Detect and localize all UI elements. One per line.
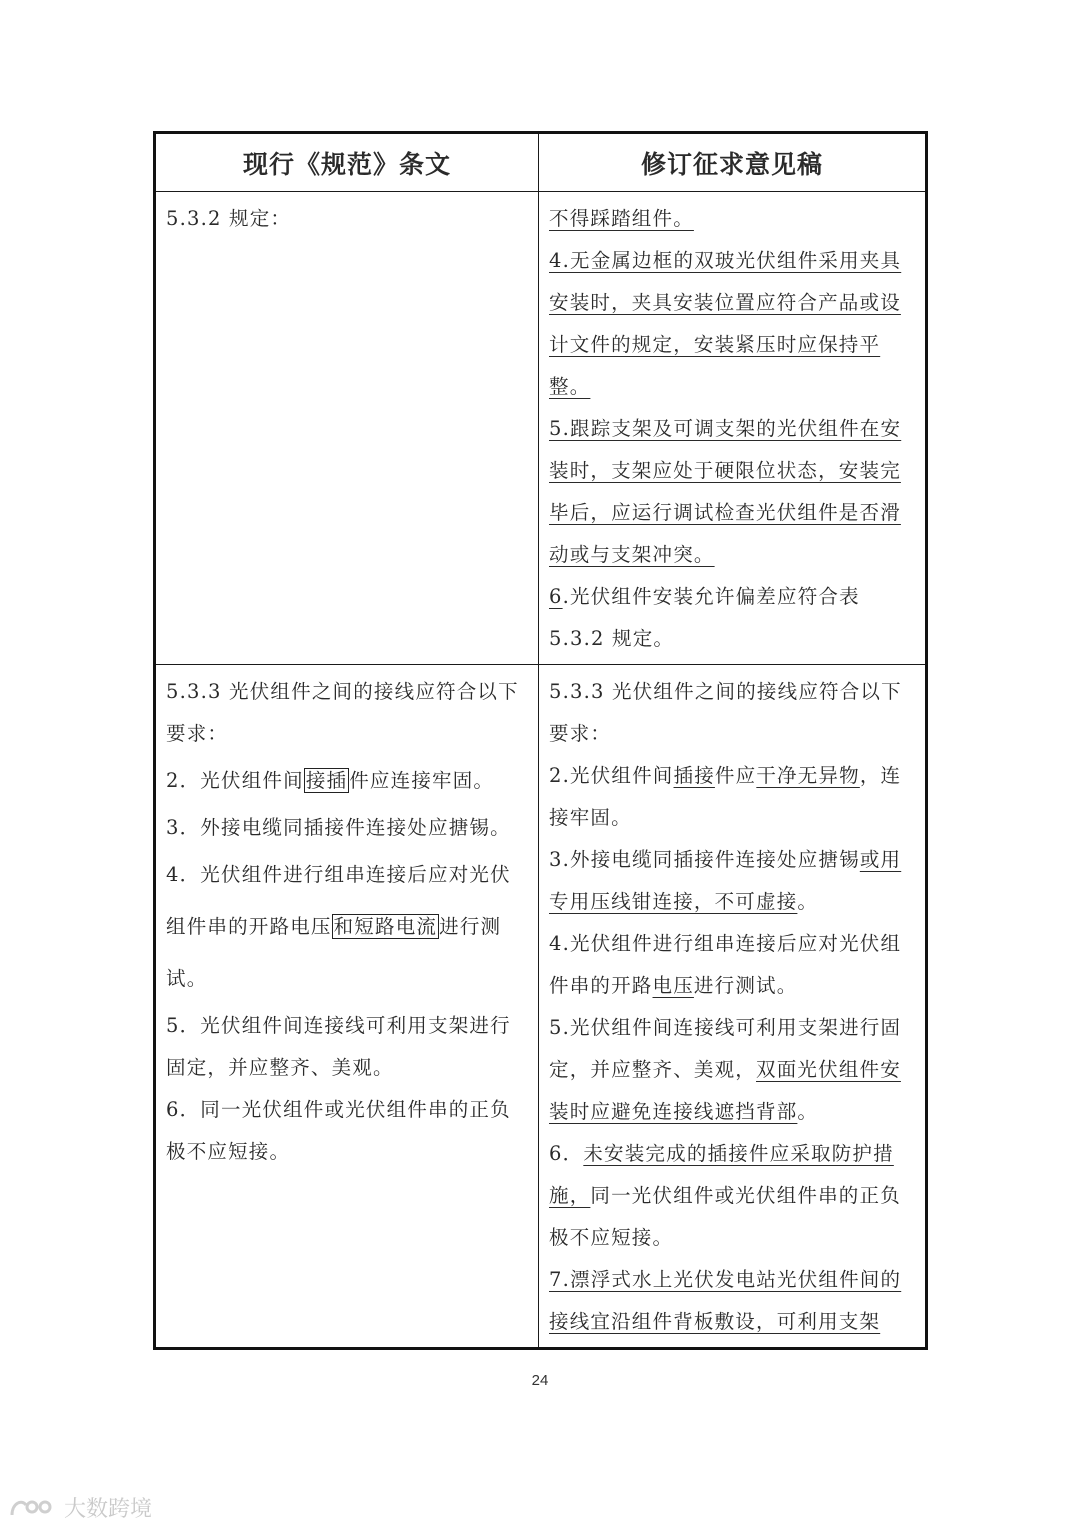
boxed-deletion: 和短路电流 <box>333 915 438 938</box>
underlined-addition: 未安装完成的插接件应采取防护措施， <box>549 1142 894 1207</box>
text-span: 件应连接牢固。 <box>349 769 495 792</box>
text-span: 进行测试。 <box>693 974 798 997</box>
clause-4-text: 4.无金属边框的双玻光伏组件采用夹具安装时，夹具安装位置应符合产品或设计文件的规定，安装紧压时应保持平整。 <box>549 249 902 398</box>
text-span: 同一光伏组件或光伏组件串的正负极不应短接。 <box>549 1184 901 1249</box>
text-span: ，连接牢固。 <box>549 764 902 829</box>
row2-right-cell <box>539 665 927 1349</box>
clause-text: 不得踩踏组件。 <box>549 207 694 230</box>
text-span: 6． <box>549 1142 584 1165</box>
text-span: 。 <box>797 1100 819 1123</box>
row1-left-cell <box>155 192 539 665</box>
clause-5-3-2-ref: 5.3.2 规定： <box>166 207 292 230</box>
row1-right-cell <box>539 192 927 665</box>
left-item-3: 3．外接电缆同插接件连接处应搪锡。 <box>166 816 511 839</box>
header-current-code: 现行《规范》条文 <box>155 133 539 192</box>
text-span: 5.光伏组件间连接线可利用支架进行固定，并应整齐、美观， <box>549 1016 902 1081</box>
page-number: 24 <box>531 1372 549 1389</box>
underlined-addition: 干净无异物 <box>756 764 860 787</box>
underlined-addition: 双面光伏组件安装时应避免连接线遮挡背部 <box>549 1058 901 1123</box>
underlined-addition: 电压 <box>652 974 694 997</box>
comparison-table <box>153 131 928 1350</box>
left-item-5: 5．光伏组件间连接线可利用支架进行固定，并应整齐、美观。 <box>166 1014 511 1079</box>
right-item-6 <box>549 1133 915 1259</box>
left-item-4 <box>166 849 528 1005</box>
right-item-7: 7.漂浮式水上光伏发电站光伏组件间的接线宜沿组件背板敷设，可利用支架 <box>549 1268 902 1333</box>
watermark-logo-icon <box>8 1495 58 1521</box>
watermark <box>8 1492 152 1523</box>
text-span: 4.光伏组件进行组串连接后应对光伏组件串的开路 <box>549 932 902 997</box>
clause-6-text: .光伏组件安装允许偏差应符合表5.3.2 规定。 <box>549 585 860 650</box>
text-span: 3.外接电缆同插接件连接处应搪锡 <box>549 848 860 871</box>
text-span: 。 <box>797 890 819 913</box>
text-span: 2．光伏组件间 <box>166 769 304 792</box>
clause-5-3-3-intro: 5.3.3 光伏组件之间的接线应符合以下要求： <box>549 680 902 745</box>
table-header-row <box>155 133 927 192</box>
text-span: 进行测试。 <box>166 915 502 990</box>
text-span: 4．光伏组件进行组串连接后应对光伏组件串的开路电压 <box>166 863 511 938</box>
right-item-3 <box>549 839 915 923</box>
watermark-text: 大数跨境 <box>64 1497 153 1522</box>
right-item-2 <box>549 755 915 839</box>
right-item-5 <box>549 1007 915 1133</box>
clause-5-text: 5.跟踪支架及可调支架的光伏组件在安装时，支架应处于硬限位状态，安装完毕后，应运行调试检查光伏组件是否滑动或与支架冲突。 <box>549 417 902 566</box>
left-item-6: 6．同一光伏组件或光伏组件串的正负极不应短接。 <box>166 1098 511 1163</box>
underlined-addition: 插接 <box>673 764 715 787</box>
row2-left-cell <box>155 665 539 1349</box>
clause-6-number: 6 <box>549 585 563 608</box>
text-span: 件应 <box>714 764 757 787</box>
right-item-4 <box>549 923 915 1007</box>
clause-5-3-3-intro: 5.3.3 光伏组件之间的接线应符合以下要求： <box>166 680 519 745</box>
header-revision-draft: 修订征求意见稿 <box>539 133 927 192</box>
text-span: 2.光伏组件间 <box>549 764 674 787</box>
boxed-deletion: 接插 <box>305 769 348 792</box>
underlined-addition: 或用专用压线钳连接，不可虚接 <box>549 848 902 913</box>
left-item-2 <box>166 755 528 807</box>
table-row <box>155 665 927 1349</box>
table-row <box>155 192 927 665</box>
